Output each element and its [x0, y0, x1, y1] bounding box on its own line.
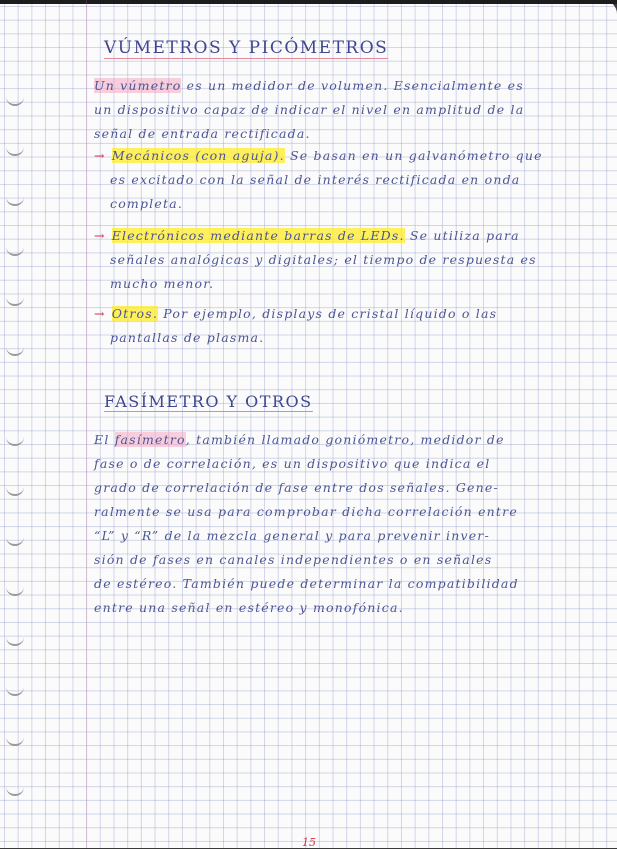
arrow-bullet-icon: →: [94, 148, 106, 163]
text-line: entre una señal en estéreo y monofónica.: [94, 600, 404, 615]
text-line: , también llamado goniómetro, medidor de: [185, 432, 505, 447]
text-line: señales analógicas y digitales; el tiempo de respuesta es: [110, 252, 537, 267]
text-line: Se utiliza para: [404, 228, 520, 243]
text-line: completa.: [110, 196, 184, 211]
binder-hole: [6, 246, 24, 256]
binder-hole: [6, 346, 24, 356]
highlighted-term: Electrónicos mediante barras de LEDs.: [111, 228, 405, 243]
text-line: es un medidor de volumen. Esencialmente es: [181, 78, 524, 93]
binder-hole: [6, 736, 24, 746]
text-line: señal de entrada rectificada.: [94, 126, 311, 141]
highlighted-term: Mecánicos (con aguja).: [111, 148, 285, 163]
scan-edge: [0, 0, 617, 4]
highlighted-term: fasímetro: [114, 432, 186, 447]
text-line: de estéreo. También puede determinar la compatibilidad: [94, 576, 519, 591]
binder-hole: [6, 536, 24, 546]
binder-hole: [6, 196, 24, 206]
binder-hole: [6, 636, 24, 646]
highlighted-term: Otros.: [111, 306, 159, 321]
text-line: Se basan en un galvanómetro que: [284, 148, 543, 163]
text-line: Por ejemplo, displays de cristal líquido o las: [158, 306, 498, 321]
highlighted-term: Un vúmetro: [94, 78, 182, 93]
binder-hole: [6, 786, 24, 796]
page-number: 15: [302, 836, 316, 849]
margin-line: [86, 0, 87, 848]
text-line: un dispositivo capaz de indicar el nivel en amplitud de la: [94, 102, 525, 117]
text-line: “L” y “R” de la mezcla general y para prevenir inver-: [94, 528, 490, 543]
section-title-text: VÚMETROS Y PICÓMETROS: [104, 38, 389, 58]
arrow-bullet-icon: →: [94, 306, 106, 321]
text-line: fase o de correlación, es un dispositivo que indica el: [94, 456, 491, 471]
section-title-vumetros: [104, 38, 388, 58]
text-line: grado de correlación de fase entre dos señales. Gene-: [94, 480, 499, 495]
binder-hole: [6, 436, 24, 446]
text-line: mucho menor.: [110, 276, 215, 291]
binder-hole: [6, 296, 24, 306]
text-line: ralmente se usa para comprobar dicha correlación entre: [94, 504, 518, 519]
text-line: El: [94, 432, 115, 447]
binder-hole: [6, 486, 24, 496]
binder-hole: [6, 146, 24, 156]
text-line: sión de fases en canales independientes o en señales: [94, 552, 493, 567]
text-line: pantallas de plasma.: [110, 330, 265, 345]
binder-hole: [6, 686, 24, 696]
binder-hole: [6, 96, 24, 106]
section-title-fasimetro: [104, 392, 313, 411]
binder-hole: [6, 586, 24, 596]
arrow-bullet-icon: →: [94, 228, 106, 243]
section-title-text: FASÍMETRO Y OTROS: [104, 392, 313, 411]
text-line: es excitado con la señal de interés rectificada en onda: [110, 172, 521, 187]
